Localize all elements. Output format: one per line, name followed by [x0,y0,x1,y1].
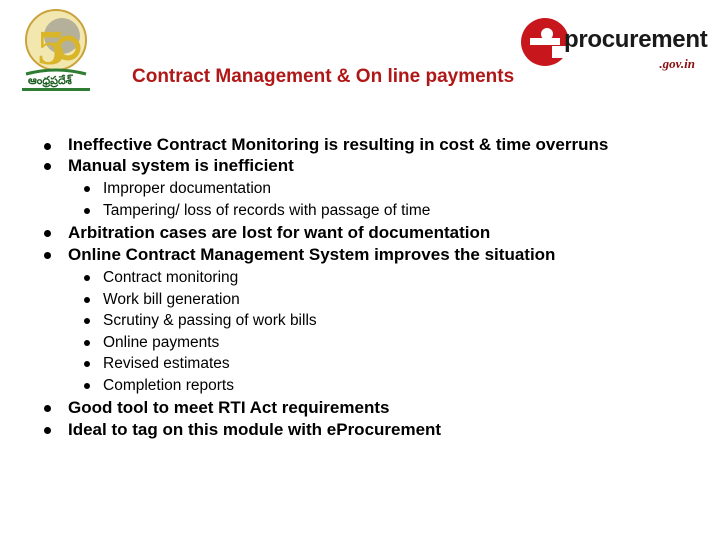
sub-bullet-item: Revised estimates [84,353,664,375]
sub-bullet-list [84,178,664,221]
bullet-dot-icon [84,186,90,192]
sub-bullet-item: Scrutiny & passing of work bills [84,310,664,332]
bullet-item: Good tool to meet RTI Act requirements [44,398,664,418]
sub-bullet-item: Tampering/ loss of records with passage of time [84,200,664,222]
bullet-dot-icon [84,297,90,303]
bullet-dot-icon [84,318,90,324]
bullet-item: Ideal to tag on this module with eProcurement [44,420,664,440]
bullet-dot-icon [84,340,90,346]
bullet-dot-icon [44,230,51,237]
bullet-dot-icon [44,143,51,150]
slide-title: Contract Management & On line payments [132,66,515,87]
bullet-dot-icon [84,208,90,214]
bullet-dot-icon [44,163,51,170]
sub-bullet-list [84,267,664,396]
bullet-item: Arbitration cases are lost for want of documentation [44,223,664,243]
bullet-dot-icon [84,361,90,367]
bullet-dot-icon [44,405,51,412]
svg-text:ఆంధ్రప్రదేశ్: ఆంధ్రప్రదేశ్ [28,74,72,87]
bullet-dot-icon [44,427,51,434]
sub-bullet-item: Contract monitoring [84,267,664,289]
sub-bullet-item: Online payments [84,332,664,354]
sub-bullet-item: Improper documentation [84,178,664,200]
bullet-list [44,136,664,442]
bullet-dot-icon [84,383,90,389]
sub-bullet-item: Work bill generation [84,289,664,311]
svg-text:5: 5 [36,24,67,75]
bullet-item: Online Contract Management System improves the situation [44,245,664,265]
bullet-item: Ineffective Contract Monitoring is resulting in cost & time overruns [44,136,664,154]
bullet-dot-icon [44,252,51,259]
bullet-item: Manual system is inefficient [44,156,664,176]
gov-in-text: .gov.in [659,56,695,71]
sub-bullet-item: Completion reports [84,375,664,397]
eprocurement-logo [518,12,708,84]
eprocurement-brand-text: procurement [564,26,708,53]
bullet-dot-icon [84,275,90,281]
andhra-pradesh-50-years-logo [8,4,104,96]
